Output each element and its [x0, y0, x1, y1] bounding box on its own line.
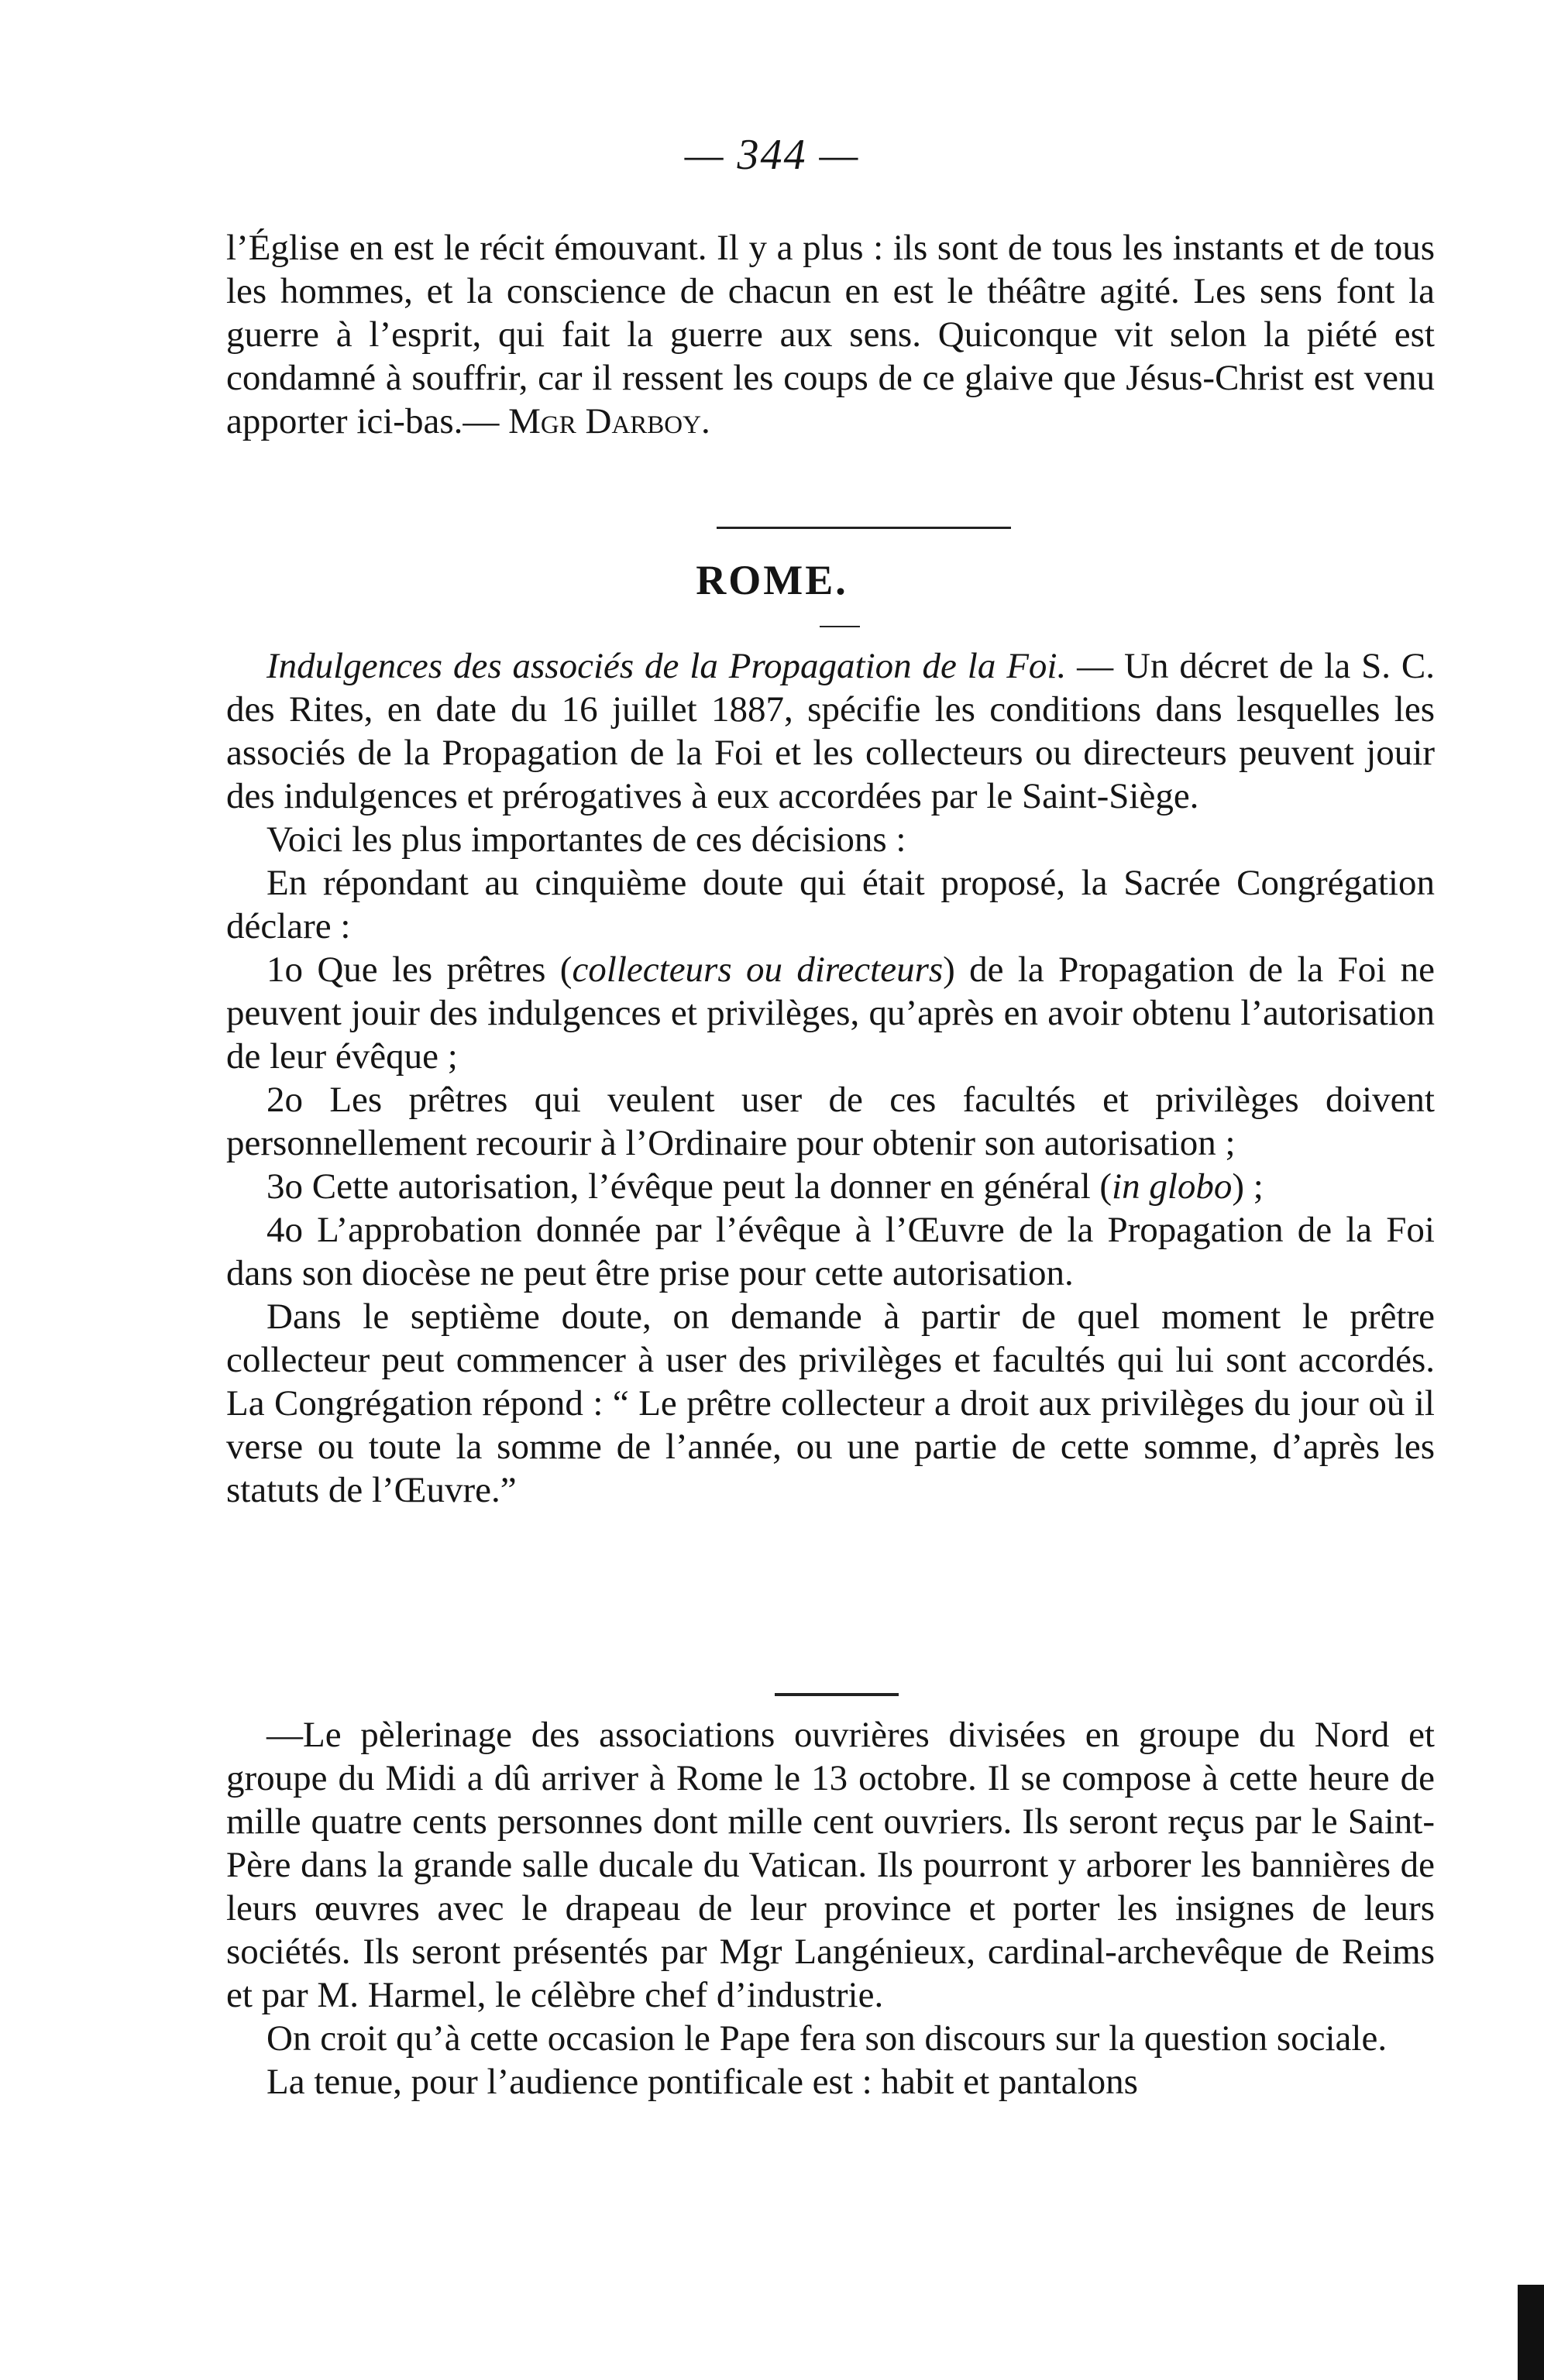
title-dash — [820, 626, 860, 627]
list-item-3-start: 3o Cette autorisation, l’évêque peut la donner en général ( — [267, 1166, 1112, 1207]
seventh-doubt: Dans le septième doute, on demande à partir de quel moment le prêtre collecteur peut commencer à user des privilèges et facultés qui lui sont accordés. La Congrégation répond : “ Le prêtre collecteur a droit aux privilèges du jour où il verse ou toute la somme de l’année, ou une partie de cette somme, d’après les statuts de l’Œuvre.” — [226, 1296, 1435, 1510]
pilgrimage-paragraph: —Le pèlerinage des associations ouvrières divisées en groupe du Nord et groupe du Midi a dû arriver à Rome le 13 octobre. Il se compose à cette heure de mille quatre cents personnes dont mille cent ouvriers. Ils seront reçus par le Saint-Père dans la grande salle ducale du Vatican. Ils pourront y arborer les bannières de leurs œuvres avec le drapeau de leur province et porter les insignes de leurs sociétés. Ils seront présentés par Mgr Langénieux, cardinal-archevêque de Reims et par M. Harmel, le célèbre chef d’industrie. — [226, 1715, 1435, 2015]
pilgrimage-article — [226, 1713, 1435, 2104]
decisions-intro: Voici les plus importantes de ces décisions : — [267, 819, 906, 860]
list-item-1-italic: collecteurs ou directeurs — [572, 950, 944, 990]
fifth-doubt: En répondant au cinquième doute qui était proposé, la Sacrée Congrégation déclare : — [226, 863, 1435, 946]
intro-author: Mgr Darboy. — [508, 401, 710, 441]
indulgences-intro-text: — Un décret de la S. C. des Rites, en date du 16 juillet 1887, spécifie les conditions dans lesquelles les associés de la Propagation de la Foi et les collecteurs ou directeurs peuvent jouir des indulgences et prérogatives à eux accordées par le Saint-Siège. — [226, 646, 1435, 816]
article-divider — [775, 1693, 899, 1696]
indulgences-article — [226, 644, 1435, 1512]
list-item-3 — [226, 1165, 1435, 1208]
intro-paragraph — [226, 226, 1435, 443]
indulgences-heading: Indulgences des associés de la Propagation de la Foi. — [267, 646, 1067, 686]
indulgences-intro — [226, 644, 1435, 818]
list-item-1-start: 1o Que les prêtres ( — [267, 950, 573, 990]
list-item-3-italic: in globo — [1112, 1166, 1233, 1207]
page-edge-mark — [1518, 2285, 1544, 2380]
dress-code-paragraph: La tenue, pour l’audience pontificale est : habit et pantalons — [267, 2062, 1138, 2102]
list-item-4: 4o L’approbation donnée par l’évêque à l’Œuvre de la Propagation de la Foi dans son diocèse ne peut être prise pour cette autorisation. — [226, 1210, 1435, 1293]
page-number: — 344 — — [684, 131, 860, 179]
list-item-1 — [226, 948, 1435, 1078]
social-question-paragraph: On croit qu’à cette occasion le Pape fera son discours sur la question sociale. — [267, 2018, 1388, 2059]
section-divider — [717, 527, 1011, 529]
list-item-2: 2o Les prêtres qui veulent user de ces facultés et privilèges doivent personnellement recourir à l’Ordinaire pour obtenir son autorisation ; — [226, 1080, 1435, 1163]
intro-text: l’Église en est le récit émouvant. Il y a plus : ils sont de tous les instants et de tous les hommes, et la conscience de chacun en est le théâtre agité. Les sens font la guerre à l’esprit, qui fait la guerre aux sens. Quiconque vit selon la piété est condamné à souffrir, car il ressent les coups de ce glaive que Jésus-Christ est venu apporter ici-bas.— — [226, 228, 1435, 441]
list-item-1-end: ) de la Propagation de la Foi ne peuvent jouir des indulgences et privilèges, qu’après en avoir obtenu l’autorisation de leur évêque ; — [226, 950, 1436, 1077]
section-title: ROME. — [696, 557, 848, 603]
list-item-3-end: ) ; — [1232, 1166, 1264, 1207]
